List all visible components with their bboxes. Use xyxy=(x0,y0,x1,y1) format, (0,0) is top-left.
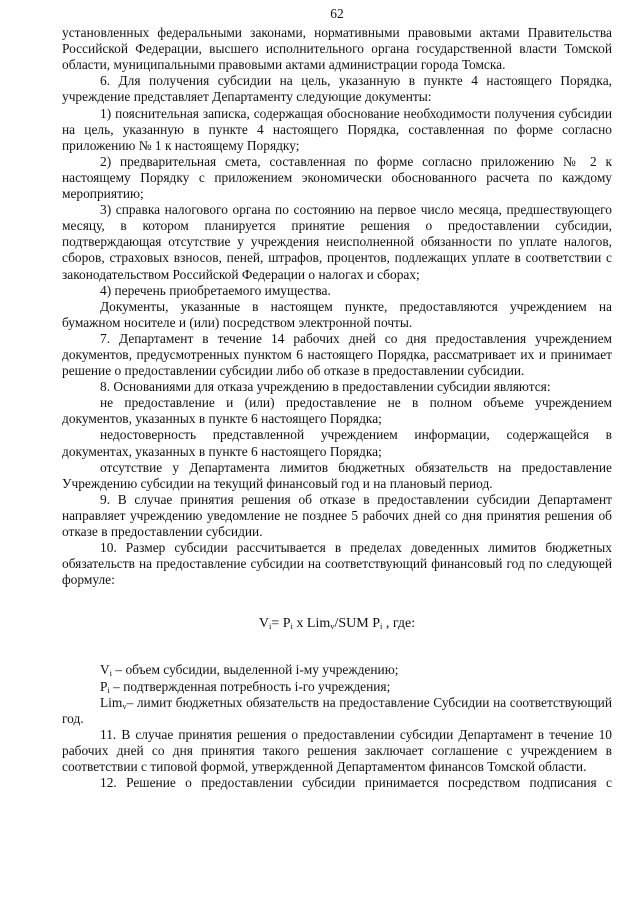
paragraph-continuation: установленных федеральными законами, нормативными правовыми актами Правительства Российской Федерации, высшего исполнительного органа государственной власти Томской области, муниципальными правовыми актами администрации города Томска. xyxy=(62,25,612,73)
subsidy-formula: $V_i= P_i$ x Lim$_v$/SUM $P_i$ , где: xyxy=(258,616,416,632)
list-item-3: 3) справка налогового органа по состоянию на первое число месяца, предшествующего месяцу, в котором планируется принятие решения о предоставлении субсидии, подтверждающая отсутствие у учреждения неисполненной обязанности по уплате налогов, сборов, страховых взносов, пеней, штрафов, процентов, подлежащих уплате в соответствии с законодательством Российской Федерации о налогах и сборах; xyxy=(62,202,612,282)
definition-lim: Lim$_v$– лимит бюджетных обязательств на предоставление Субсидии на соответствующий год. xyxy=(62,694,612,726)
paragraph-item-11: 11. В случае принятия решения о предоставлении субсидии Департамент в течение 10 рабочих дней со дня принятия такого решения заключает соглашение с учреждением в соответствии с типовой формой, утвержденной Департаментом финансов Томской области. xyxy=(62,726,612,775)
list-item-4: 4) перечень приобретаемого имущества. xyxy=(100,282,331,298)
paragraph-item-12: 12. Решение о предоставлении субсидии принимается посредством подписания с xyxy=(100,775,612,791)
paragraph-item-6: 6. Для получения субсидии на цель, указанную в пункте 4 настоящего Порядка, учреждение представляет Департаменту следующие документы: xyxy=(62,73,612,105)
list-item-2: 2) предварительная смета, составленная по форме согласно приложению № 2 к настоящему Порядку с приложением экономически обоснованного расчета по каждому мероприятию; xyxy=(62,153,612,202)
definition-p: $P_i$ – подтвержденная потребность i-го учреждения; xyxy=(100,678,391,695)
refusal-ground-3: отсутствие у Департамента лимитов бюджетных обязательств на предоставление Учреждению субсидии на текущий финансовый год и на плановый период. xyxy=(62,459,612,491)
paragraph-item-8: 8. Основаниями для отказа учреждению в предоставлении субсидии являются: xyxy=(100,379,551,395)
paragraph-item-10: 10. Размер субсидии рассчитывается в пределах доведенных лимитов бюджетных обязательств на предоставление субсидии на соответствующий финансовый год по следующей формуле: xyxy=(62,540,612,588)
paragraph-documents: Документы, указанные в настоящем пункте, предоставляются учреждением на бумажном носителе и (или) посредством электронной почты. xyxy=(62,298,612,330)
page-number: 62 xyxy=(330,6,344,21)
paragraph-item-9: 9. В случае принятия решения об отказе в предоставлении субсидии Департамент направляет учреждению уведомление не позднее 5 рабочих дней со дня принятия решения об отказе в предоставлении субсидии. xyxy=(62,491,612,539)
paragraph-item-7: 7. Департамент в течение 14 рабочих дней со дня предоставления учреждением документов, предусмотренных пунктом 6 настоящего Порядка, рассматривает их и принимает решение о предоставлении субсидии либо об отказе в предоставлении субсидии. xyxy=(62,330,612,379)
definition-v: $V_i$ – объем субсидии, выделенной i-му учреждению; xyxy=(100,662,399,679)
list-item-1: 1) пояснительная записка, содержащая обоснование необходимости получения субсидии на цель, указанную в пункте 4 настоящего Порядка, составленная по форме согласно приложению № 1 к настоящему Порядку; xyxy=(62,105,612,153)
refusal-ground-2: недостоверность представленной учреждением информации, содержащейся в документах, указанных в пункте 6 настоящего Порядка; xyxy=(62,427,612,459)
refusal-ground-1: не предоставление и (или) предоставление не в полном объеме учреждением документов, указанных в пункте 6 настоящего Порядка; xyxy=(62,395,612,427)
